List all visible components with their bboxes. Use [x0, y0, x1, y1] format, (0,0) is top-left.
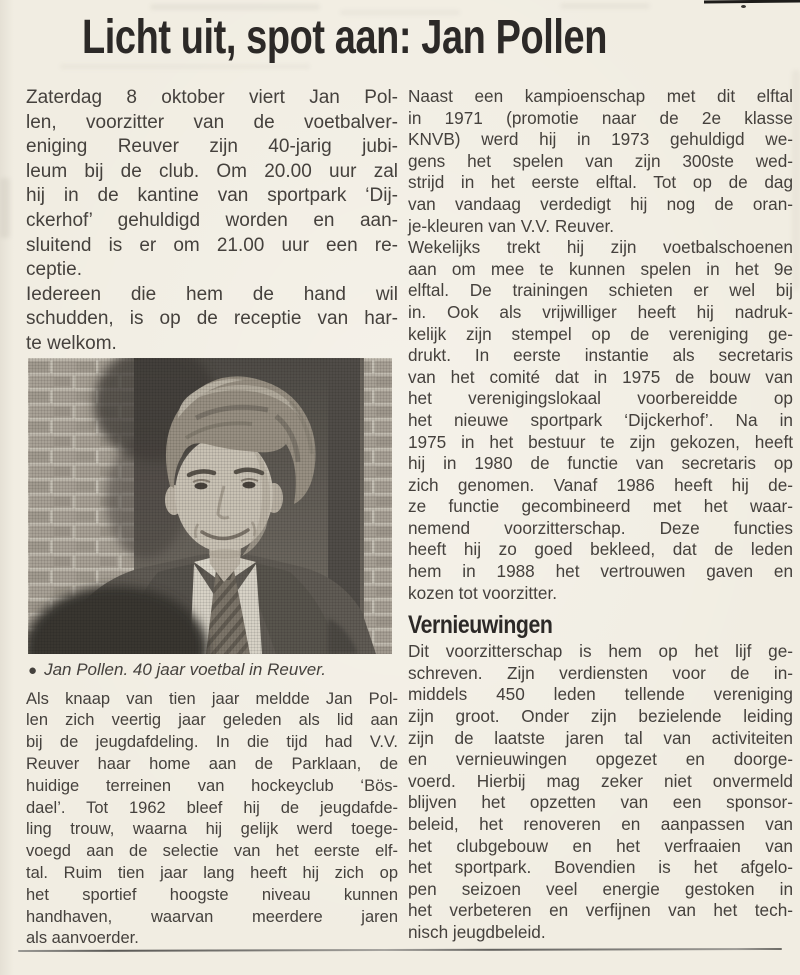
- right-column: [408, 86, 793, 944]
- text-line: voegd aan de selectie van het eerste elf-: [26, 842, 398, 861]
- section-subheading: Vernieuwingen: [408, 611, 553, 640]
- halftone-overlay: [28, 358, 392, 654]
- text-line: het sportpark. Bovendien is het afgelo-: [408, 857, 793, 878]
- text-line: het clubgebouw en het verfraaien van: [408, 835, 793, 856]
- text-line: schudden, is op de receptie van har-: [26, 308, 398, 330]
- text-line: huidige terreinen van hockeyclub ‘Bös-: [26, 776, 398, 795]
- text-line: elftal. De trainingen schieten er wel bij: [408, 280, 793, 301]
- text-line: het verbeteren en verfijnen van het tech-: [408, 900, 793, 921]
- text-line: voerd. Hierbij mag zeker niet onvermeld: [408, 770, 793, 791]
- text-line: schreven. Zijn verdiensten voor de in-: [408, 662, 793, 683]
- scan-artifact-top-rule: [704, 0, 800, 4]
- text-line: als aanvoerder.: [26, 929, 139, 948]
- text-line: zijn groot. Onder zijn bezielende leiding: [408, 706, 793, 727]
- scan-artifact-dot: [741, 5, 746, 8]
- intro-paragraph-1: [26, 86, 398, 283]
- text-line: Naast een kampioenschap met dit elftal: [408, 86, 793, 106]
- text-line: Als knaap van tien jaar meldde Jan Pol-: [26, 689, 398, 708]
- text-line: drukt. In eerste instantie als secretaris: [408, 345, 793, 366]
- text-line: ze functie gecombineerd met het waar-: [408, 496, 793, 517]
- text-line: pen seizoen veel energie gestoken in: [408, 878, 793, 899]
- text-line: bij de jeugdafdeling. In die tijd had V.V.: [26, 733, 398, 752]
- text-line: Zaterdag 8 oktober viert Jan Pol-: [26, 87, 398, 108]
- text-line: van het comité dat in 1975 de bouw van: [408, 366, 793, 387]
- text-line: len, voorzitter van de voetbalver-: [26, 111, 398, 133]
- text-line: het sportief hoogste niveau kunnen: [26, 885, 398, 904]
- text-line: sluitend is er om 21.00 uur een re-: [26, 234, 398, 256]
- text-line: ling trouw, waarna hij gelijk werd toege-: [26, 820, 398, 839]
- article-photo-figure: [26, 358, 398, 682]
- text-line: nisch jeugdbeleid.: [408, 921, 546, 942]
- text-line: Wekelijks trekt hij zijn voetbalschoenen: [408, 237, 793, 258]
- text-line: hij in 1980 de functie van secretaris op: [408, 453, 793, 474]
- text-line: hem in 1988 het vertrouwen gaven en: [408, 561, 793, 582]
- text-line: zijn de laatste jaren tal van activiteiten: [408, 727, 793, 748]
- text-line: Dit voorzitterschap is hem op het lijf ge-: [408, 641, 793, 662]
- text-line: zich genomen. Vanaf 1986 heeft hij de-: [408, 474, 793, 495]
- scan-ghost-text: [0, 178, 10, 238]
- text-line: leum bij de club. Om 20.00 uur zal: [26, 160, 398, 182]
- text-line: dael’. Tot 1962 bleef hij de jeugdafde-: [26, 798, 398, 817]
- text-line: heeft hij zo goed bekleed, dat de leden: [408, 539, 793, 560]
- text-line: in 1971 (promotie naar de 2e klasse: [408, 107, 793, 128]
- text-line: hij in de kantine van sportpark ‘Dij-: [26, 185, 398, 207]
- text-line: en vernieuwingen opgezet en doorge-: [408, 749, 793, 770]
- right-paragraph-3: [408, 641, 793, 943]
- text-line: in. Ook als vrijwilliger heeft hij nadruk-: [408, 301, 793, 322]
- text-line: middels 450 leden tellende vereniging: [408, 684, 793, 705]
- right-paragraph-2: [408, 237, 793, 604]
- text-line: beleid, het renoveren en aanpassen van: [408, 814, 793, 834]
- article-headline: Licht uit, spot aan: Jan Pollen: [82, 11, 608, 64]
- caption-text: Jan Pollen. 40 jaar voetbal in Reuver.: [44, 659, 326, 679]
- photo-caption: [28, 659, 398, 682]
- text-line: len zich veertig jaar geleden als lid aan: [26, 711, 398, 730]
- text-line: kelijk zijn stempel op de vereniging ge-: [408, 323, 793, 344]
- jan-pollen-photo: [28, 358, 392, 654]
- text-line: Iedereen die hem de hand wil: [26, 283, 398, 305]
- text-line: tal. Ruim tien jaar lang heeft hij zich op: [26, 863, 398, 882]
- text-line: gens het spelen van zijn 300ste wed-: [408, 150, 793, 171]
- text-line: het verenigingslokaal voorbereidde op: [408, 388, 793, 409]
- text-line: ckerhof’ gehuldigd worden en aan-: [26, 209, 398, 231]
- text-line: nemend voorzitterschap. Deze functies: [408, 517, 793, 538]
- left-column: [26, 86, 398, 950]
- caption-bullet-icon: ●: [28, 661, 38, 679]
- right-paragraph-1: [408, 86, 793, 237]
- intro-paragraph-2: [26, 283, 398, 357]
- text-line: ceptie.: [26, 259, 82, 281]
- left-body-paragraph: [26, 689, 398, 951]
- text-line: van vandaag verdedigt hij nog de oran-: [408, 193, 793, 214]
- text-line: eniging Reuver zijn 40-jarig jubi-: [26, 136, 398, 158]
- scan-ghost-text: [792, 70, 800, 290]
- text-line: handhaven, waarvan meerdere jaren: [26, 907, 398, 926]
- text-line: je-kleuren van V.V. Reuver.: [408, 215, 615, 236]
- text-line: kozen tot voorzitter.: [408, 582, 558, 603]
- scan-ghost-text: [560, 3, 650, 9]
- text-line: aan om mee te kunnen spelen in het 9e: [408, 258, 793, 279]
- text-line: KNVB) werd hij in 1973 gehuldigd we-: [408, 129, 793, 150]
- text-line: het nieuwe sportpark ‘Dijckerhof’. Na in: [408, 409, 793, 430]
- text-line: 1975 in het bestuur te zijn gekozen, heeft: [408, 431, 793, 452]
- text-line: Reuver haar home aan de Parklaan, de: [26, 754, 398, 773]
- text-line: te welkom.: [26, 332, 117, 354]
- text-line: strijd in het eerste elftal. Tot op de dag: [408, 172, 793, 193]
- text-line: blijven het opzetten van een sponsor-: [408, 792, 793, 813]
